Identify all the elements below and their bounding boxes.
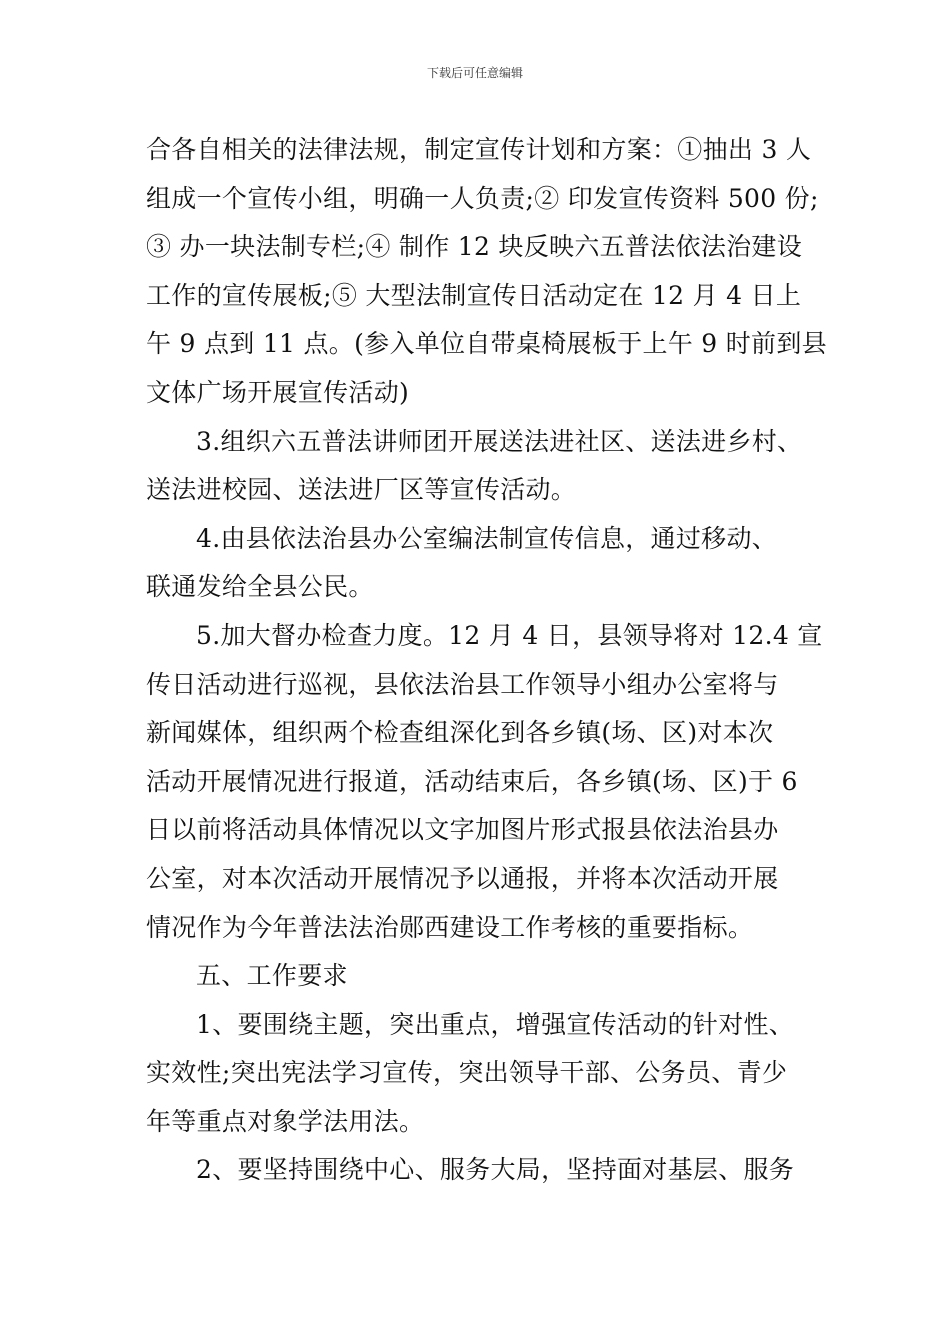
paragraph	[146, 418, 826, 515]
text-line: 传日活动进行巡视，县依法治县工作领导小组办公室将与	[146, 669, 779, 699]
text-line: 年等重点对象学法用法。	[146, 1106, 425, 1136]
text-line: 合各自相关的法律法规，制定宣传计划和方案：①抽出 3 人	[146, 135, 812, 164]
text-line: 活动开展情况进行报道，活动结束后，各乡镇(场、区)于 6	[146, 766, 798, 796]
text-line: 3.组织六五普法讲师团开展送法进社区、送法进乡村、	[196, 426, 803, 456]
text-line: 5.加大督办检查力度。12 月 4 日，县领导将对 12.4 宣	[196, 620, 823, 650]
paragraph	[146, 612, 826, 952]
paragraph	[146, 1001, 826, 1147]
text-line: ③ 办一块法制专栏;④ 制作 12 块反映六五普法依法治建设	[146, 232, 803, 262]
text-line: 2、要坚持围绕中心、服务大局，坚持面对基层、服务	[196, 1155, 795, 1185]
text-line: 日以前将活动具体情况以文字加图片形式报县依法治县办	[146, 815, 779, 845]
text-line: 组成一个宣传小组，明确一人负责;② 印发宣传资料 500 份;	[146, 183, 819, 213]
text-line: 文体广场开展宣传活动)	[146, 377, 410, 407]
text-line: 1、要围绕主题，突出重点，增强宣传活动的针对性、	[196, 1009, 795, 1039]
paragraph	[146, 952, 826, 1001]
text-line: 新闻媒体，组织两个检查组深化到各乡镇(场、区)对本次	[146, 718, 774, 748]
document-body	[146, 126, 826, 1195]
text-line: 五、工作要求	[196, 961, 348, 991]
text-line: 实效性;突出宪法学习宣传，突出领导干部、公务员、青少	[146, 1058, 788, 1088]
paragraph	[146, 1146, 826, 1195]
text-line: 4.由县依法治县办公室编法制宣传信息，通过移动、	[196, 523, 778, 553]
paragraph	[146, 515, 826, 612]
page-header-note: 下载后可任意编辑	[426, 66, 523, 80]
text-line: 午 9 点到 11 点。(参入单位自带桌椅展板于上午 9 时前到县	[146, 329, 827, 359]
text-line: 情况作为今年普法法治郧西建设工作考核的重要指标。	[146, 912, 754, 942]
paragraph	[146, 126, 826, 418]
text-line: 送法进校园、送法进厂区等宣传活动。	[146, 475, 577, 505]
text-line: 联通发给全县公民。	[146, 572, 374, 602]
text-line: 工作的宣传展板;⑤ 大型法制宣传日活动定在 12 月 4 日上	[146, 280, 802, 310]
text-line: 公室，对本次活动开展情况予以通报，并将本次活动开展	[146, 863, 779, 893]
